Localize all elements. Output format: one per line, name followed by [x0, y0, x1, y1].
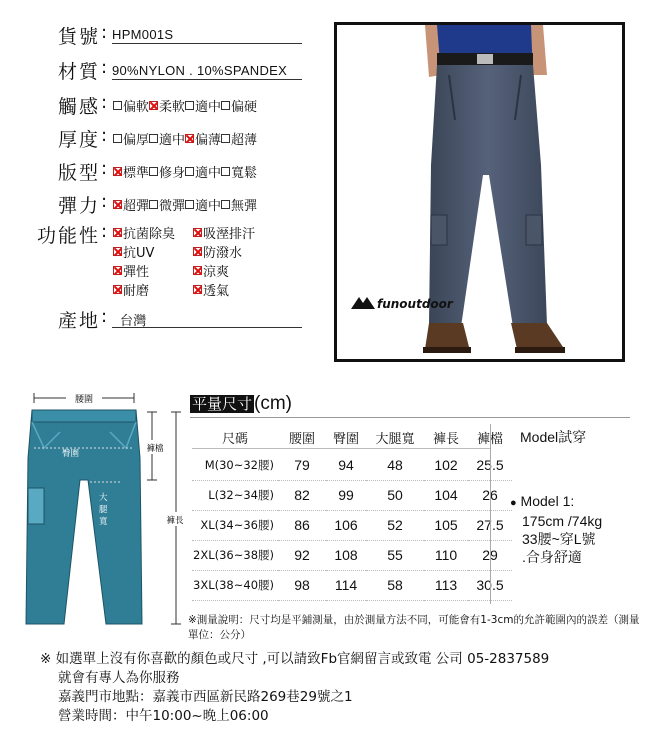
- model-line-2: 175cm /74kg: [522, 513, 603, 529]
- option: [221, 129, 257, 148]
- fit-options: [113, 161, 257, 181]
- size-chart-title-highlight: 平量尺寸: [192, 395, 253, 413]
- fit-label: 版型: [57, 162, 100, 184]
- function-option-label: 抗菌除臭: [123, 227, 176, 242]
- measure-cell: 30.5: [476, 577, 504, 593]
- divider: [490, 424, 491, 604]
- checkbox-icon: [221, 101, 230, 110]
- checkbox-icon: [185, 101, 194, 110]
- option: [149, 162, 185, 181]
- measure-cell: 26: [482, 487, 498, 503]
- footer-line-1: ※ 如選單上沒有你喜歡的顏色或尺寸 ,可以請致Fb官網留言或致電 公司 05-2837589: [40, 651, 550, 667]
- function-option-label: 吸溼排汗: [203, 227, 256, 242]
- thickness-options: [113, 128, 257, 148]
- colon: :: [101, 306, 108, 327]
- size-table-header: 臀圍: [332, 431, 359, 447]
- colon: :: [101, 57, 108, 78]
- checkbox-icon: [113, 101, 122, 110]
- size-table-row: [192, 570, 512, 600]
- measure-cell: 50: [387, 487, 403, 503]
- model-header: Model試穿: [520, 429, 587, 445]
- product-photo: [334, 22, 625, 362]
- function-option: [113, 261, 149, 280]
- model-info: [510, 492, 602, 566]
- function-option-label: 透氣: [203, 284, 230, 299]
- function-option: [193, 242, 242, 261]
- colon: :: [101, 191, 108, 212]
- checkbox-icon: [221, 200, 230, 209]
- option: [221, 195, 257, 214]
- colon: :: [101, 125, 108, 146]
- size-table: [192, 424, 512, 601]
- option: [113, 162, 149, 181]
- checkbox-icon: [221, 167, 230, 176]
- stretch-label: 彈力: [57, 195, 100, 217]
- measure-cell: 113: [434, 577, 458, 593]
- measure-cell: 98: [294, 577, 310, 593]
- checked-box-icon: [113, 285, 122, 294]
- size-table-row: [192, 510, 512, 540]
- option: [113, 129, 149, 148]
- size-table-header: 腰圍: [288, 431, 315, 447]
- measure-cell: 52: [387, 517, 403, 533]
- option: [185, 96, 221, 115]
- waist-label: 腰圍: [74, 395, 94, 405]
- size-cell: 3XL(38~40腰): [193, 578, 274, 592]
- colon: :: [101, 22, 108, 43]
- origin-value: 台灣: [120, 313, 147, 328]
- function-option: [113, 223, 175, 242]
- thickness-label: 厚度: [57, 129, 100, 151]
- option-label: 超薄: [231, 133, 258, 148]
- option-label: 標準: [123, 166, 150, 181]
- size-chart-title: [190, 392, 292, 415]
- option: [113, 96, 149, 115]
- measure-cell: 105: [434, 517, 458, 533]
- checkbox-icon: [185, 167, 194, 176]
- checkbox-icon: [149, 134, 158, 143]
- checkbox-icon: [221, 134, 230, 143]
- measure-cell: 58: [387, 577, 403, 593]
- length-label: 褲長: [166, 516, 184, 526]
- footer-line-2: 就會有專人為你服務: [58, 670, 180, 686]
- option-label: 偏硬: [231, 100, 258, 115]
- colon: :: [101, 158, 108, 179]
- measure-cell: 94: [338, 456, 354, 473]
- checked-box-icon: [113, 247, 122, 256]
- thigh-label-1: 大: [99, 493, 108, 503]
- checkbox-icon: [113, 134, 122, 143]
- measure-cell: 114: [334, 577, 358, 593]
- option: [221, 162, 257, 181]
- function-option-label: 耐磨: [123, 284, 150, 299]
- size-table-row: [192, 480, 512, 510]
- measure-cell: 25.5: [476, 456, 504, 473]
- pants-model-image: [337, 25, 622, 359]
- size-table-wrap: [192, 424, 512, 601]
- measure-cell: 102: [434, 456, 458, 473]
- measure-cell: 110: [434, 547, 458, 563]
- checked-box-icon: [193, 247, 202, 256]
- function-option-label: 彈性: [123, 265, 150, 280]
- function-label: 功能性: [36, 225, 100, 247]
- measure-cell: 29: [482, 547, 498, 563]
- footer-line-4: 營業時間：中午10:00~晚上06:00: [58, 708, 269, 724]
- model-line-4: .合身舒適: [522, 549, 582, 565]
- measure-cell: 82: [294, 487, 310, 503]
- option-label: 適中: [159, 133, 186, 148]
- option: [149, 129, 185, 148]
- option-label: 偏厚: [123, 133, 150, 148]
- function-option: [193, 223, 255, 242]
- colon: :: [101, 221, 108, 242]
- checked-box-icon: [193, 228, 202, 237]
- measure-note: ※測量說明：尺寸均是平鋪測量，由於測量方法不同，可能會有1-3cm的允許範圍內的誤差（測量單位：公分）: [188, 614, 640, 641]
- checked-box-icon: [185, 134, 194, 143]
- measure-cell: 92: [294, 547, 310, 563]
- model-line-3: 33腰~穿L號: [522, 531, 596, 547]
- measure-cell: 48: [387, 456, 403, 473]
- size-table-header: 大腿寬: [375, 431, 415, 447]
- option-label: 適中: [195, 100, 222, 115]
- option-label: 柔軟: [159, 100, 186, 115]
- option: [221, 96, 257, 115]
- measure-cell: 55: [387, 547, 403, 563]
- option: [185, 162, 221, 181]
- option-label: 微彈: [159, 199, 186, 214]
- option: [185, 195, 221, 214]
- checkbox-icon: [149, 200, 158, 209]
- size-cell: XL(34~36腰): [200, 518, 274, 532]
- option-label: 無彈: [231, 199, 258, 214]
- feel-label: 觸感: [57, 96, 100, 118]
- option-label: 偏薄: [195, 133, 222, 148]
- function-option-label: 涼爽: [203, 265, 230, 280]
- size-table-row: [192, 540, 512, 570]
- checked-box-icon: [113, 228, 122, 237]
- divider: [190, 417, 630, 418]
- feel-options: [113, 95, 257, 115]
- option-label: 偏軟: [123, 100, 150, 115]
- measure-cell: 99: [338, 487, 354, 503]
- checked-box-icon: [113, 200, 122, 209]
- option-label: 超彈: [123, 199, 150, 214]
- option-label: 寬鬆: [231, 166, 258, 181]
- size-table-header: 褲長: [432, 431, 459, 447]
- size-table-header: 尺碼: [221, 431, 248, 447]
- option-label: 修身: [159, 166, 186, 181]
- item-no-line: [112, 24, 302, 44]
- model-line-1: ● Model 1:: [510, 493, 575, 509]
- checkbox-icon: [185, 200, 194, 209]
- size-cell: M(30~32腰): [204, 457, 274, 472]
- origin-label: 產地: [57, 310, 100, 332]
- colon: :: [101, 92, 108, 113]
- size-table-row: [192, 450, 512, 480]
- checkbox-icon: [149, 167, 158, 176]
- footer-line-3: 嘉義門市地點：嘉義市西區新民路269巷29號之1: [58, 689, 353, 705]
- thigh-label-3: 寬: [99, 517, 108, 527]
- checked-box-icon: [113, 167, 122, 176]
- size-cell: L(32~34腰): [208, 488, 274, 502]
- measure-cell: 106: [334, 517, 358, 533]
- function-option: [113, 242, 154, 261]
- function-option: [193, 261, 229, 280]
- checked-box-icon: [193, 266, 202, 275]
- option: [149, 195, 185, 214]
- material-line: [112, 60, 302, 80]
- function-option: [193, 280, 229, 299]
- logo-text: funoutdoor: [377, 297, 453, 311]
- material-label: 材質: [57, 61, 100, 83]
- checked-box-icon: [113, 266, 122, 275]
- measure-cell: 27.5: [476, 517, 504, 533]
- funoutdoor-logo: [351, 297, 454, 311]
- option: [149, 96, 185, 115]
- measure-cell: 86: [294, 517, 310, 533]
- measurement-diagram: [18, 388, 190, 638]
- stretch-options: [113, 194, 257, 214]
- checked-box-icon: [149, 101, 158, 110]
- measure-cell: 104: [434, 487, 458, 503]
- hip-label: 臀圍: [62, 449, 80, 459]
- option-label: 適中: [195, 166, 222, 181]
- function-option-label: 防潑水: [203, 246, 243, 261]
- size-chart-title-unit: (cm): [254, 393, 292, 414]
- item-no-label: 貨號: [57, 26, 100, 48]
- item-no-value: HPM001S: [112, 27, 174, 42]
- function-option-label: 抗UV: [123, 246, 155, 261]
- material-value: 90%NYLON . 10%SPANDEX: [112, 63, 288, 78]
- pants-diagram: [18, 388, 190, 638]
- size-cell: 2XL(36~38腰): [193, 548, 274, 562]
- thigh-label-2: 腿: [99, 505, 108, 515]
- option-label: 適中: [195, 199, 222, 214]
- option: [113, 195, 149, 214]
- origin-line: [112, 310, 302, 328]
- measure-cell: 79: [294, 456, 310, 473]
- option: [185, 129, 221, 148]
- checked-box-icon: [193, 285, 202, 294]
- divider: [192, 448, 490, 449]
- size-table-header: 褲檔: [476, 431, 503, 447]
- measure-cell: 108: [334, 547, 358, 563]
- rise-label: 褲檔: [146, 444, 164, 454]
- function-option: [113, 280, 149, 299]
